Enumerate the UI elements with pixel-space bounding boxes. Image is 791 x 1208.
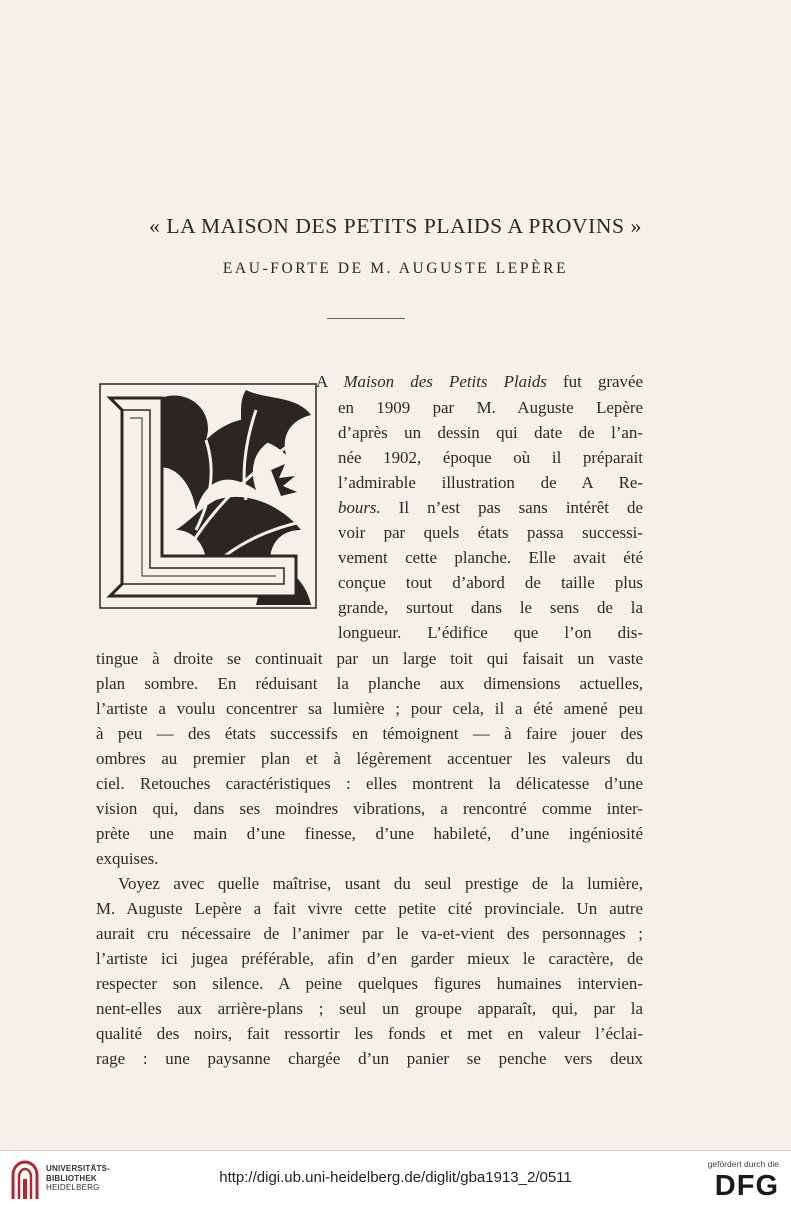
body-line-17: ciel. Retouches caractéristiques : elles montrent la délicatesse d’une <box>96 774 643 793</box>
body-line-24: l’artiste ici jugea préférable, afin d’en garder mieux le caractère, de <box>96 949 643 968</box>
dfg-logo: DFG <box>714 1170 779 1202</box>
body-line-16: ombres au premier plan et à légèrement accentuer les valeurs du <box>96 749 643 768</box>
article-subtitle: EAU-FORTE DE M. AUGUSTE LEPÈRE <box>222 260 569 277</box>
body-line-8: vement cette planche. Elle avait été <box>338 548 643 567</box>
body-line-5: l’admirable illustration de A Re- <box>338 473 643 492</box>
body-line-22: M. Auguste Lepère a fait vivre cette petite cité provinciale. Un autre <box>96 899 643 918</box>
library-name: UNIVERSITÄTS- BIBLIOTHEK HEIDELBERG <box>46 1164 110 1192</box>
body-line-15: à peu — des états successifs en témoignent — à faire jouer des <box>96 724 643 743</box>
body-line-18: vision qui, dans ses moindres vibrations, a rencontré comme inter- <box>96 799 643 818</box>
body-line-11: longueur. L’édifice que l’on dis- <box>338 623 643 642</box>
body-line-27: qualité des noirs, fait ressortir les fonds et met en valeur l’éclai- <box>96 1024 643 1043</box>
body-line-2: en 1909 par M. Auguste Lepère <box>338 398 643 417</box>
body-line-26: nent-elles aux arrière-plans ; seul un groupe apparaît, qui, par la <box>96 999 643 1018</box>
body-line-13: plan sombre. En réduisant la planche aux dimensions actuelles, <box>96 674 643 693</box>
body-line-12: tingue à droite se continuait par un large toit qui faisait un vaste <box>96 649 643 668</box>
body-line-28: rage : une paysanne chargée d’un panier se penche vers deux <box>96 1049 643 1068</box>
body-line-20: exquises. <box>96 849 159 868</box>
body-line-4: née 1902, époque où il préparait <box>338 448 643 467</box>
article-title: « LA MAISON DES PETITS PLAIDS A PROVINS » <box>149 214 642 238</box>
body-line-7: voir par quels états passa successi- <box>338 523 643 542</box>
body-line-21: Voyez avec quelle maîtrise, usant du seul prestige de la lumière, <box>118 874 643 893</box>
body-line-1: A Maison des Petits Plaids fut gravée <box>316 372 643 391</box>
ornamental-drop-cap-l <box>96 380 320 612</box>
body-line-6: bours. Il n’est pas sans intérêt de <box>338 498 643 517</box>
viewer-footer <box>0 1150 791 1208</box>
funding-note: gefördert durch die <box>707 1159 779 1169</box>
body-line-25: respecter son silence. A peine quelques figures humaines intervien- <box>96 974 643 993</box>
body-line-10: grande, surtout dans le sens de la <box>338 598 643 617</box>
body-line-14: l’artiste a voulu concentrer sa lumière ; pour cela, il a été amené peu <box>96 699 643 718</box>
body-line-23: aurait cru nécessaire de l’animer par le va-et-vient des personnages ; <box>96 924 643 943</box>
permalink-url[interactable]: http://digi.ub.uni-heidelberg.de/diglit/gba1913_2/0511 <box>219 1169 572 1186</box>
body-line-19: prète une main d’une finesse, d’une habileté, d’une ingéniosité <box>96 824 643 843</box>
body-line-9: conçue tout d’abord de taille plus <box>338 573 643 592</box>
body-line-3: d’après un dessin qui date de l’an- <box>338 423 643 442</box>
title-divider <box>327 318 405 319</box>
